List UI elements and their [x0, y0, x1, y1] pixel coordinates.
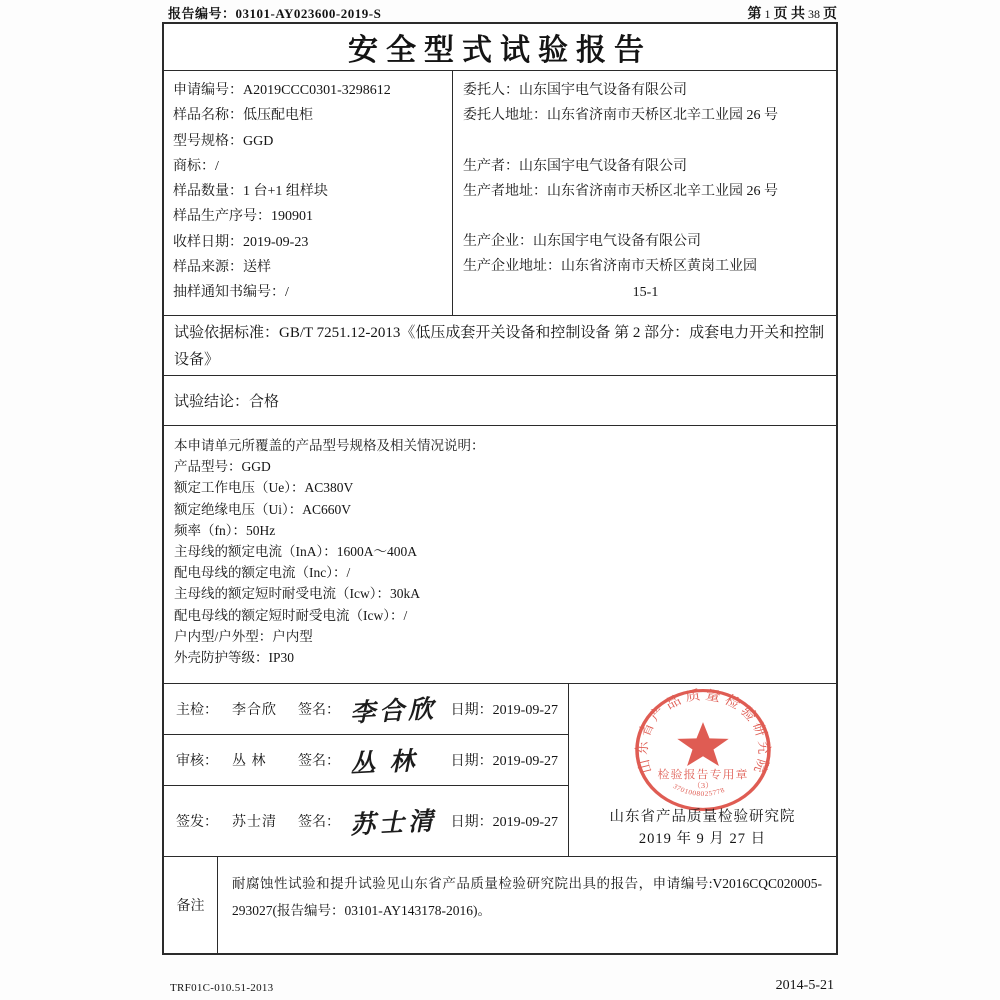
conclusion-value: 合格 — [249, 394, 280, 410]
producer-group: 生产者：山东国宇电气设备有限公司 生产者地址：山东省济南市天桥区北辛工业园 26 号 — [463, 158, 778, 199]
chief-inspector-signature: 李合欣 — [349, 695, 438, 728]
form-date: 2014-5-21 — [775, 978, 834, 993]
client-info-cell — [453, 71, 836, 315]
sample-info-cell — [164, 71, 453, 315]
stamp-cell — [569, 684, 836, 856]
sample-line: 申请编号：A2019CCC0301-3298612 — [173, 83, 391, 98]
page-prefix: 第 — [747, 7, 762, 22]
test-standard-label: 试验依据标准： — [174, 325, 280, 341]
sample-line: 抽样通知书编号：/ — [173, 285, 289, 301]
seal-code: （3） — [691, 781, 714, 790]
chief-inspector-row: 主检： 李合欣 签名： 李合欣 日期：2019-09-27 — [164, 684, 568, 734]
remark-label: 备注 — [164, 857, 218, 953]
sample-line: 商标：/ — [173, 158, 219, 174]
page-current: 1 — [764, 7, 771, 21]
issuing-organization: 山东省产品质量检验研究院 — [609, 809, 796, 825]
sample-line: 样品名称：低压配电柜 — [173, 108, 313, 124]
signature-rows — [164, 684, 569, 856]
coverage-heading: 本申请单元所覆盖的产品型号规格及相关情况说明： — [174, 438, 485, 453]
star-icon — [677, 722, 728, 766]
remark-text: 耐腐蚀性试验和提升试验见山东省产品质量检验研究院出具的报告，申请编号:V2016CQC020005-293027(报告编号：03101-AY143178-2016)。 — [232, 876, 822, 918]
page-suffix: 页 — [823, 7, 837, 22]
form-code: TRF01C-010.51-2013 — [170, 982, 274, 994]
page-mid: 页 共 — [773, 7, 805, 22]
report-title: 安全型式试验报告 — [348, 34, 652, 67]
seal-arc-text: 山东省产品质量检验研究院 — [633, 687, 772, 779]
sample-line: 样品生产序号：190901 — [173, 209, 313, 225]
remark-section — [164, 856, 836, 953]
approver-signature: 苏士清 — [349, 808, 438, 840]
test-standard-value: GB/T 7251.12-2013《低压成套开关设备和控制设备 第 2 部分：成套电力开关和控制设备》 — [174, 325, 825, 368]
info-section — [164, 70, 836, 315]
conclusion-label: 试验结论： — [174, 394, 250, 410]
sample-line: 型号规格：GGD — [173, 133, 274, 149]
issue-date: 2019 年 9 月 27 日 — [638, 831, 767, 847]
sample-line: 收样日期：2019-09-23 — [173, 234, 309, 250]
conclusion-row — [164, 375, 836, 425]
report-table — [162, 22, 838, 955]
sample-line: 样品数量：1 台+1 组样块 — [173, 184, 328, 200]
signature-section — [164, 683, 836, 856]
approver-row: 签发： 苏士清 签名： 苏士清 日期：2019-09-27 — [164, 785, 568, 856]
reviewer-signature: 丛 林 — [349, 748, 420, 779]
seal-serial: 3701008025778 — [670, 782, 726, 798]
coverage-section: 本申请单元所覆盖的产品型号规格及相关情况说明： 产品型号：GGD 额定工作电压（Ue）：AC380V 额定绝缘电压（Ui）：AC660V 频率（fn）：50Hz 主母线的额定电流（InA）：1600A～400A 配电母线的额定电流（Inc）：/ 主母线的额定短时耐受电流（Icw）：30kA 配电母线的额定短时耐受电流（Icw）：/ 户内型/户外型：户内型 外壳防护等级：IP30 — [164, 425, 836, 683]
test-standard-row — [164, 315, 836, 375]
page-total: 38 — [808, 7, 820, 21]
page-indicator — [748, 3, 838, 23]
manufacturer-address-continuation: 15-1 — [632, 284, 659, 300]
manufacturer-group: 生产企业：山东国宇电气设备有限公司 生产企业地址：山东省济南市天桥区黄岗工业园 15-1 — [463, 229, 828, 305]
seal-center-text: 检验报告专用章 — [657, 769, 748, 781]
official-seal-stamp — [633, 687, 773, 813]
client-group: 委托人：山东国宇电气设备有限公司 委托人地址：山东省济南市天桥区北辛工业园 26 号 — [463, 83, 778, 124]
report-number: 报告编号：03101-AY023600-2019-S — [168, 6, 382, 21]
sample-line: 样品来源：送样 — [173, 260, 271, 276]
reviewer-row: 审核： 丛 林 签名： 丛 林 日期：2019-09-27 — [164, 734, 568, 786]
